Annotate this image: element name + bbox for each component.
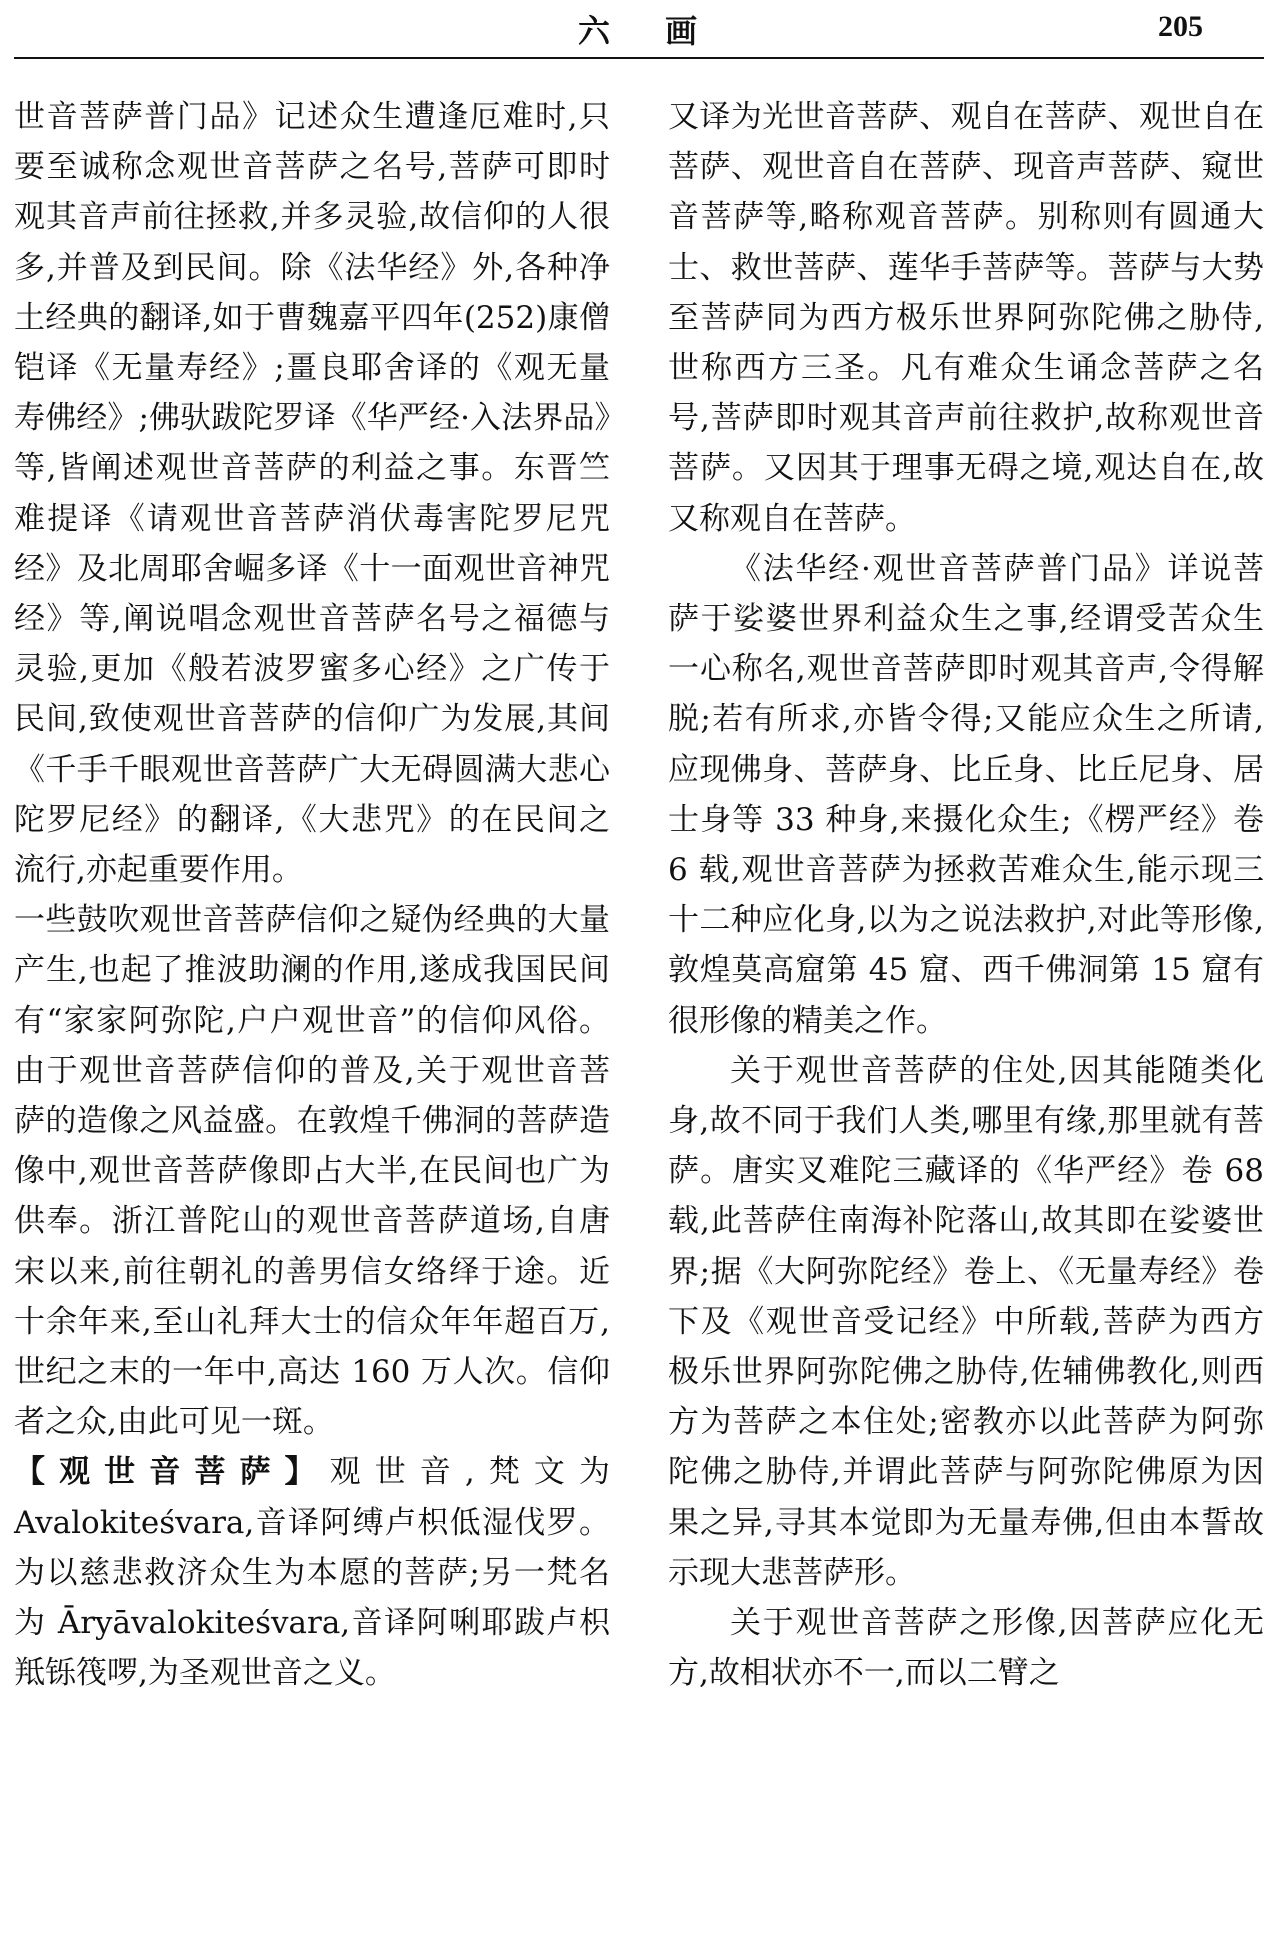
page-number: 205 bbox=[1158, 10, 1203, 43]
left-paragraph-1: 世音菩萨普门品》记述众生遭逢厄难时,只要至诚称念观世音菩萨之名号,菩萨可即时观其音声前往拯救,并多灵验,故信仰的人很多,并普及到民间。除《法华经》外,各种净土经典的翻译,如于曹魏嘉平四年(252)康僧铠译《无量寿经》;畺良耶舍译的《观无量寿佛经》;佛驮跋陀罗译《华严经·入法界品》等,皆阐述观世音菩萨的利益之事。东晋竺难提译《请观世音菩萨消伏毒害陀罗尼咒经》及北周耶舍崛多译《十一面观世音神咒经》等,阐说唱念观世音菩萨名号之福德与灵验,更加《般若波罗蜜多心经》之广传于民间,致使观世音菩萨的信仰广为发展,其间《千手千眼观世音菩萨广大无碍圆满大悲心陀罗尼经》的翻译,《大悲咒》的在民间之流行,亦起重要作用。 bbox=[14, 99, 610, 889]
right-paragraph-4: 关于观世音菩萨之形像,因菩萨应化无方,故相状亦不一,而以二臂之 bbox=[668, 1605, 1264, 1692]
entry-text: 观世音,梵文为 Avalokiteśvara,音译阿缚卢枳低湿伐罗。为以慈悲救济众生为本愿的菩萨;另一梵名为 Āryāvalokiteśvara,音译阿唎耶跋卢枳羝铄筏啰,为圣观世音之义。 bbox=[14, 1454, 611, 1692]
left-paragraph-2: 一些鼓吹观世音菩萨信仰之疑伪经典的大量产生,也起了推波助澜的作用,遂成我国民间有“家家阿弥陀,户户观世音”的信仰风俗。由于观世音菩萨信仰的普及,关于观世音菩萨的造像之风益盛。在敦煌千佛洞的菩萨造像中,观世音菩萨像即占大半,在民间也广为供奉。浙江普陀山的观世音菩萨道场,自唐宋以来,前往朝礼的善男信女络绎于途。近十余年来,至山礼拜大士的信众年年超百万,世纪之末的一年中,高达 160 万人次。信仰者之众,由此可见一斑。 bbox=[14, 902, 610, 1441]
running-head: 六 画 bbox=[578, 12, 720, 50]
right-paragraph-3: 关于观世音菩萨的住处,因其能随类化身,故不同于我们人类,哪里有缘,那里就有菩萨。唐实叉难陀三藏译的《华严经》卷 68 载,此菩萨住南海补陀落山,故其即在娑婆世界;据《大阿弥陀经》卷上、《无量寿经》卷下及《观世音受记经》中所载,菩萨为西方极乐世界阿弥陀佛之胁侍,佐辅佛教化,则西方为菩萨之本住处;密教亦以此菩萨为阿弥陀佛之胁侍,并谓此菩萨与阿弥陀佛原为因果之异,寻其本觉即为无量寿佛,但由本誓故示现大悲菩萨形。 bbox=[668, 1052, 1264, 1591]
right-column bbox=[668, 92, 1264, 1699]
header-rule bbox=[14, 57, 1264, 59]
right-paragraph-1: 又译为光世音菩萨、观自在菩萨、观世自在菩萨、观世音自在菩萨、现音声菩萨、窥世音菩萨等,略称观音菩萨。别称则有圆通大士、救世菩萨、莲华手菩萨等。菩萨与大势至菩萨同为西方极乐世界阿弥陀佛之胁侍,世称西方三圣。凡有难众生诵念菩萨之名号,菩萨即时观其音声前往救护,故称观世音菩萨。又因其于理事无碍之境,观达自在,故又称观自在菩萨。 bbox=[668, 99, 1264, 537]
page-header bbox=[0, 0, 1281, 62]
dictionary-entry bbox=[14, 1447, 610, 1698]
entry-term: 【观世音菩萨】 bbox=[14, 1454, 330, 1491]
right-paragraph-2: 《法华经·观世音菩萨普门品》详说菩萨于娑婆世界利益众生之事,经谓受苦众生一心称名,观世音菩萨即时观其音声,令得解脱;若有所求,亦皆令得;又能应众生之所请,应现佛身、菩萨身、比丘身、比丘尼身、居士身等 33 种身,来摄化众生;《楞严经》卷 6 载,观世音菩萨为拯救苦难众生,能示现三十二种应化身,以为之说法救护,对此等形像,敦煌莫高窟第 45 窟、西千佛洞第 15 窟有很形像的精美之作。 bbox=[668, 550, 1264, 1039]
left-column bbox=[14, 92, 610, 1699]
